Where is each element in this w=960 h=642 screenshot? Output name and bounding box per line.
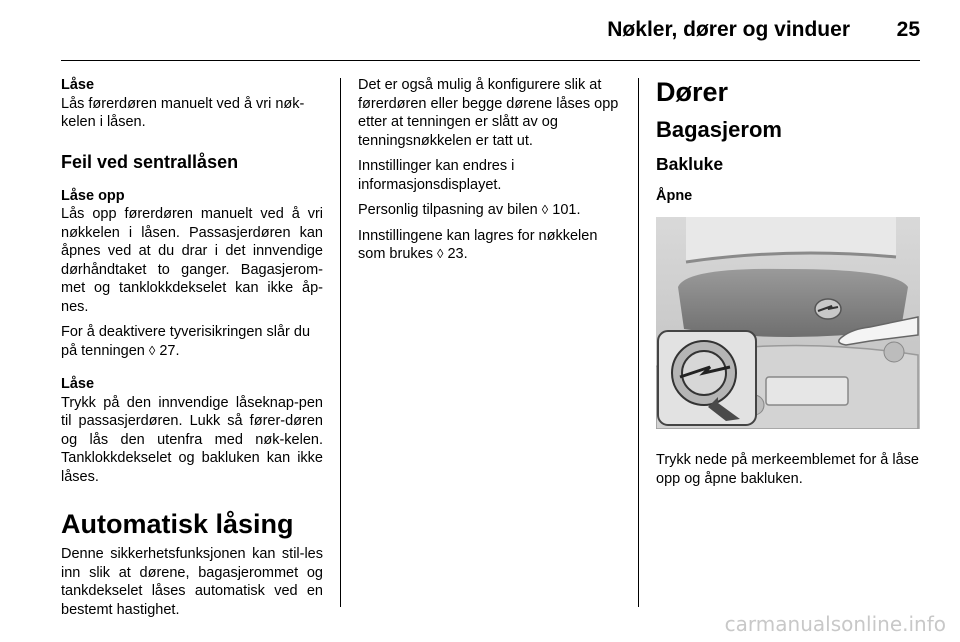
paragraph-automatisk-lasing: Denne sikkerhetsfunksjonen kan stil-les inn slik at dørene, bagasjerommet og tankdekselet låses automatisk ved en bestemt hastighet. (61, 546, 323, 618)
heading-automatisk-lasing: Automatisk låsing (61, 509, 294, 539)
paragraph-deaktivere-text: For å deaktivere tyverisikringen slår du på tenningen (61, 324, 311, 359)
page-reference-link[interactable]: 23. (447, 246, 468, 262)
paragraph-konfigurere: Det er også mulig å konfigurere slik at førerdøren eller begge dørene låses opp etter at tenningen er slått av og tenningsnøkkelen er tatt ut. (358, 77, 619, 149)
reference-arrow-icon: ◊ (436, 246, 444, 261)
heading-dorer: Dører (656, 77, 729, 107)
paragraph-innstillinger: Innstillinger kan endres i informasjonsdisplayet. (358, 158, 515, 193)
paragraph-deaktivere (61, 323, 323, 360)
reference-arrow-icon: ◊ (148, 342, 156, 358)
page-number: 25 (896, 18, 920, 41)
column-middle (358, 76, 623, 271)
reference-arrow-icon: ◊ (541, 202, 549, 217)
paragraph-lagres-text: Innstillingene kan lagres for nøkkelen som brukes (358, 227, 598, 262)
paragraph-lase-opp: Lås opp førerdøren manuelt ved å vri nøkkelen i låsen. Passasjerdøren kan åpnes ved at du drar i det innvendige dørhåndtaket to ganger. Bagasjerom-met og tanklokkdekselet kan ikke åp-nes. (61, 206, 323, 315)
watermark-text: carmanualsonline.info (724, 612, 946, 636)
paragraph-lagres (358, 227, 623, 264)
tailgate-emblem-illustration (656, 217, 920, 429)
subheading-lase-opp: Låse opp (61, 187, 125, 204)
page-header-title: Nøkler, dører og vinduer (607, 18, 850, 41)
paragraph-lase (61, 95, 323, 132)
subheading-apne: Åpne (656, 188, 693, 204)
paragraph-lase-2: Trykk på den innvendige låseknap-pen til passasjerdøren. Lukk så fører-døren og lås den utenfra med nøk-kelen. Tanklokkdekselet og bakluken kan ikke låses. (61, 394, 323, 485)
paragraph-tilpasning (358, 201, 623, 220)
column-right (656, 76, 921, 495)
page-reference-link[interactable]: 101. (552, 202, 581, 218)
heading-bakluke: Bakluke (656, 154, 724, 174)
subheading-lase-2: Låse (61, 376, 95, 392)
column-divider-right (638, 78, 639, 607)
subheading-lase: Låse (61, 77, 95, 93)
heading-bagasjerom: Bagasjerom (656, 117, 782, 142)
paragraph-lase-line2: kelen i låsen. (61, 114, 146, 130)
heading-feil-sentrallasen: Feil ved sentrallåsen (61, 151, 239, 172)
figure-caption: Trykk nede på merkeemblemet for å låse opp og åpne bakluken. (656, 452, 919, 487)
column-left (61, 76, 323, 626)
column-divider-left (340, 78, 341, 607)
page-reference-link[interactable]: 27. (159, 342, 180, 359)
paragraph-tilpasning-text: Personlig tilpasning av bilen (358, 202, 538, 218)
paragraph-lase-line1: Lås førerdøren manuelt ved å vri nøk- (61, 95, 305, 112)
header-rule (61, 60, 920, 61)
